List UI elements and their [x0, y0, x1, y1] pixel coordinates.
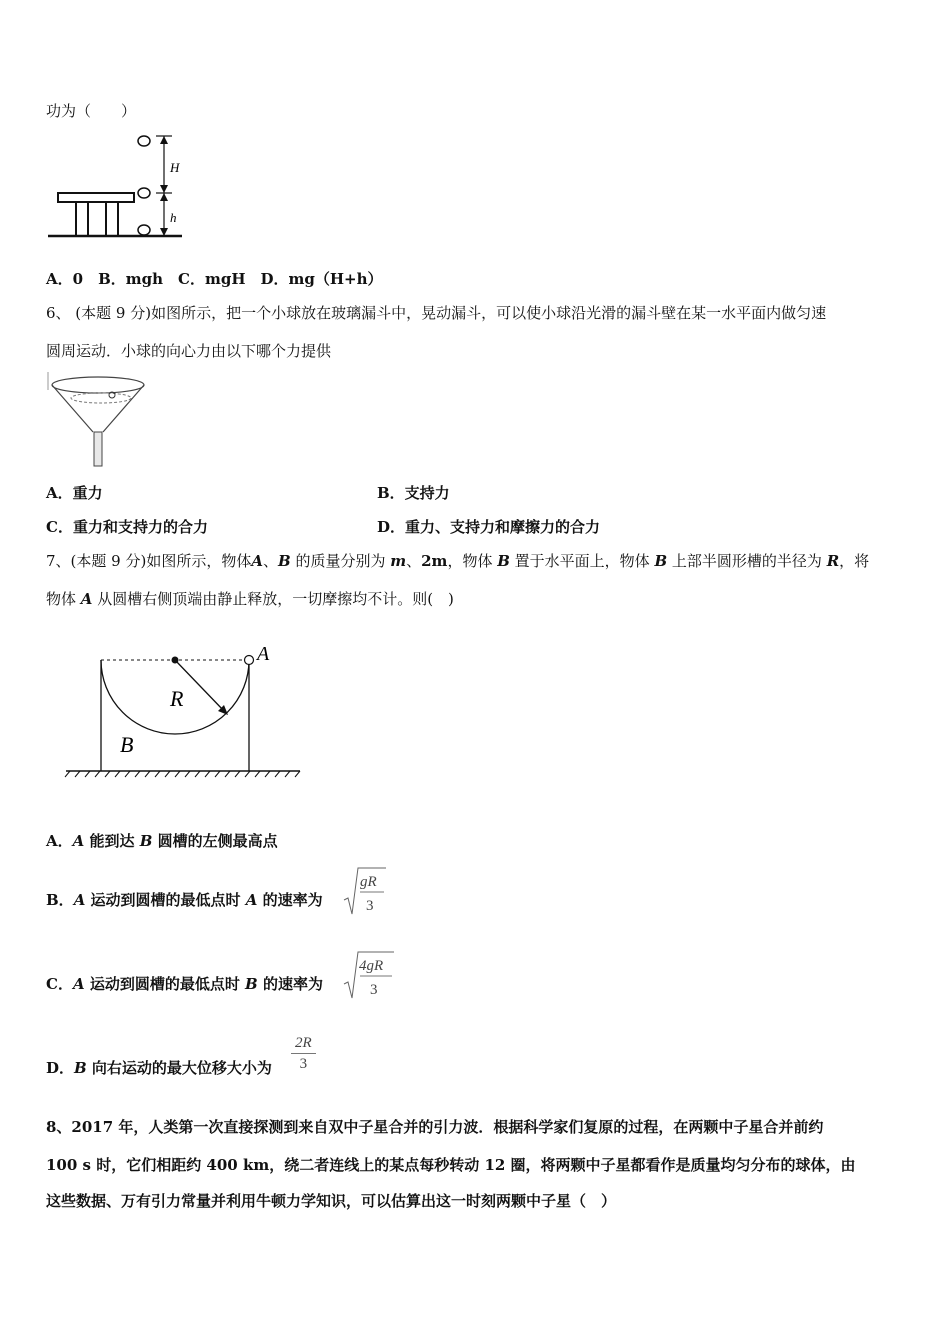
q8-stem-line3: 这些数据、万有引力常量并利用牛顿力学知识，可以估算出这一时刻两颗中子星（ ） — [46, 1192, 617, 1210]
q7-option-c-denominator: 3 — [370, 982, 378, 998]
q8-stem-line2: 100 s 时，它们相距约 400 km，绕二者连线上的某点每秒转动 12 圈，将两颗中子星都看作是质量均匀分布的球体，由 — [46, 1156, 856, 1174]
q6-option-c: C．重力和支持力的合力 — [46, 518, 208, 536]
q6-option-b: B．支持力 — [377, 484, 450, 502]
q5-figure-table-ball — [46, 128, 196, 243]
q6-option-d: D．重力、支持力和摩擦力的合力 — [377, 518, 601, 536]
q6-figure-funnel — [46, 370, 156, 470]
q7-option-d-denominator: 3 — [299, 1056, 308, 1072]
q7-option-d: D．B 向右运动的最大位移大小为 — [46, 1059, 272, 1077]
q7-fig-label-A: A — [257, 643, 270, 665]
q7-option-b-sqrt — [342, 866, 388, 916]
q5-fig-label-h: h — [170, 210, 177, 225]
q6-stem-line2: 圆周运动．小球的向心力由以下哪个力提供 — [46, 342, 332, 360]
q7-fig-label-B: B — [120, 732, 134, 757]
q7-option-b-denominator: 3 — [366, 898, 374, 914]
q7-figure-semicircle-groove — [60, 640, 310, 780]
q6-option-a: A．重力 — [46, 484, 103, 502]
q5-stem-end: 功为（ ） — [46, 102, 137, 120]
q7-option-c: C．A 运动到圆槽的最低点时 B 的速率为 — [46, 975, 323, 993]
q7-option-b-numerator: gR — [360, 874, 377, 890]
q7-fig-label-R: R — [170, 686, 184, 711]
q8-stem-line1: 8、2017 年，人类第一次直接探测到来自双中子星合并的引力波．根据科学家们复原的过程，在两颗中子星合并前约 — [46, 1118, 824, 1136]
q7-option-c-sqrt — [342, 950, 396, 1000]
q5-fig-label-H: H — [170, 160, 180, 175]
q5-options: A．0 B．mgh C．mgH D．mg（H+h） — [46, 270, 383, 288]
q7-option-d-numerator: 2R — [291, 1033, 316, 1054]
q7-option-b: B．A 运动到圆槽的最低点时 A 的速率为 — [46, 891, 323, 909]
q7-stem-line2: 物体 A 从圆槽右侧顶端由静止释放，一切摩擦均不计。则( ) — [46, 590, 454, 608]
q7-stem-line1: 7、(本题 9 分)如图所示，物体A、B 的质量分别为 m、2m，物体 B 置于水平面上，物体 B 上部半圆形槽的半径为 R，将 — [46, 552, 870, 570]
q7-option-d-fraction — [291, 1033, 316, 1074]
q7-option-c-numerator: 4gR — [359, 958, 384, 974]
q6-stem-line1: 6、 (本题 9 分)如图所示，把一个小球放在玻璃漏斗中，晃动漏斗，可以使小球沿光滑的漏斗壁在某一水平面内做匀速 — [46, 304, 827, 322]
q7-option-a: A．A 能到达 B 圆槽的左侧最高点 — [46, 832, 278, 850]
